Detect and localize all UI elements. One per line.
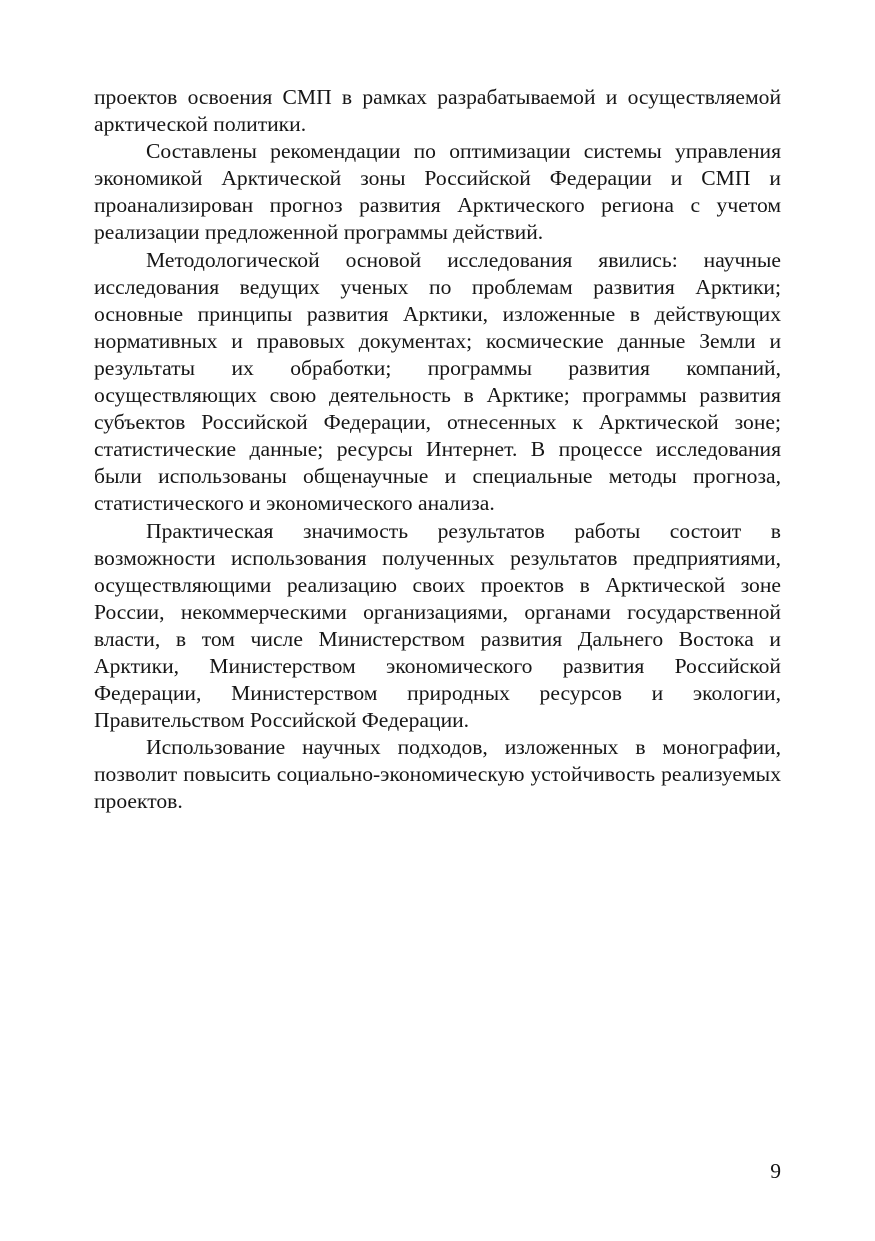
paragraph-recommendations: Составлены рекомендации по оптимизации системы управления экономикой Арктической зоны Российской Федерации и СМП и проанализирован прогноз развития Арктического региона с учетом реализации предложенной программы действий. xyxy=(94,139,781,245)
paragraph-methodology: Методологической основой исследования явились: научные исследования ведущих ученых по проблемам развития Арктики; основные принципы развития Арктики, изложенные в действующих нормативных и правовых документах; космические данные Земли и результаты их обработки; программы развития компаний, осуществляющих свою деятельность в Арктике; программы развития субъектов Российской Федерации, отнесенных к Арктической зоне; статистические данные; ресурсы Интернет. В процессе исследования были использованы общенаучные и специальные методы прогноза, статистического и экономического анализа. xyxy=(94,247,781,516)
paragraph-practical-significance: Практическая значимость результатов работы состоит в возможности использования полученных результатов предприятиями, осуществляющими реализацию своих проектов в Арктической зоне России, некоммерческими организациями, органами государственной власти, в том числе Министерством развития Дальнего Востока и Арктики, Министерством экономического развития Российской Федерации, Министерством природных ресурсов и экологии, Правительством Российской Федерации. xyxy=(94,518,781,733)
paragraph-continuation: проектов освоения СМП в рамках разрабатываемой и осуществляемой арктической политики. xyxy=(94,85,781,137)
page-number: 9 xyxy=(770,1159,781,1183)
body-text xyxy=(94,84,781,816)
paragraph-conclusion: Использование научных подходов, изложенных в монографии, позволит повысить социально-экономическую устойчивость реализуемых проектов. xyxy=(94,735,781,814)
